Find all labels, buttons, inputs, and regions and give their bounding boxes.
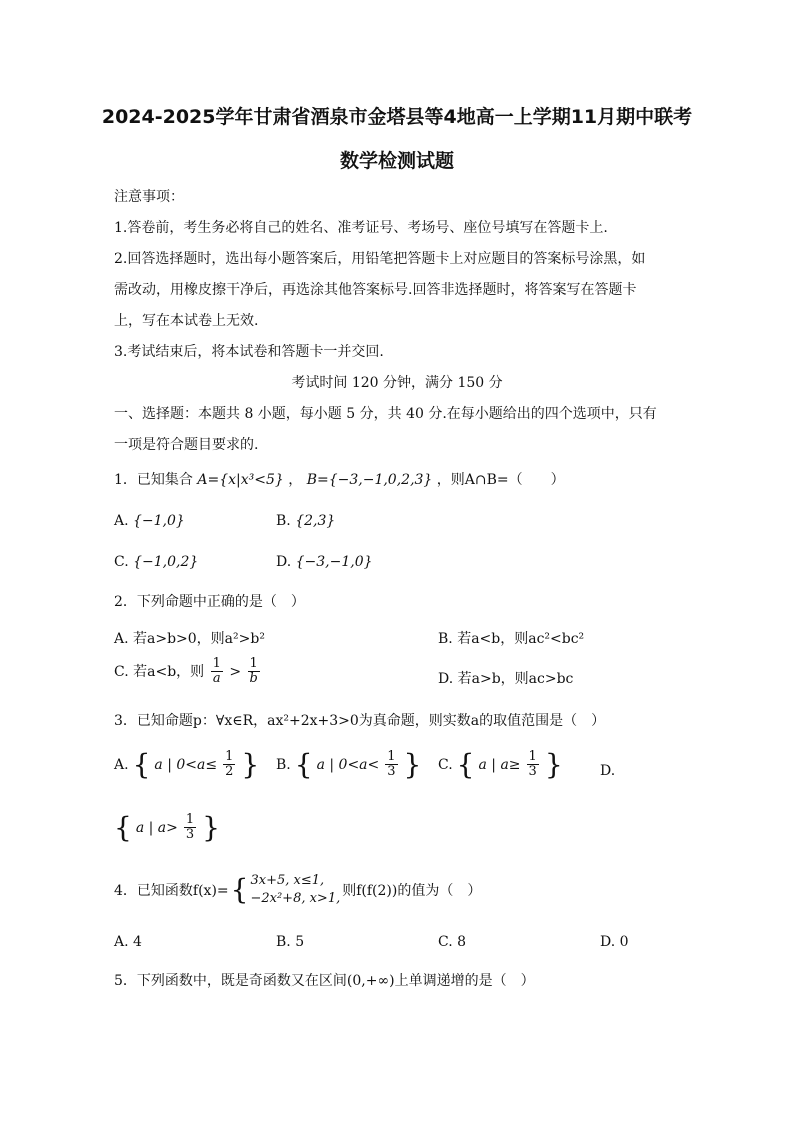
q3-c-brace-open: { <box>456 747 475 781</box>
q2-gt-sign: > <box>229 663 242 680</box>
q3-option-d-text: a | a> <box>135 819 178 836</box>
q4-option-c: C. 8 <box>438 934 467 950</box>
q2-option-c-text: C. 若a<b，则 <box>114 663 205 680</box>
q2-fraction-1-num: 1 <box>212 656 221 671</box>
section1-instructions-line-1: 一、选择题：本题共 8 小题，每小题 5 分，共 40 分.在每小题给出的四个选项中，只有 <box>114 406 657 422</box>
q2-fraction-2 <box>248 657 260 687</box>
q2-fraction-2-num: 1 <box>249 656 258 671</box>
q3-option-c <box>438 747 563 781</box>
q1-option-c <box>114 554 198 570</box>
q4-option-b: B. 5 <box>276 934 305 950</box>
q3-c-den: 3 <box>528 764 537 780</box>
q3-d-brace-open: { <box>114 810 132 844</box>
q2-fraction-1-den: a <box>212 671 221 687</box>
q1-option-d <box>276 554 373 570</box>
q2-option-b: B. 若a<b，则ac²<bc² <box>438 631 585 647</box>
q3-option-a-text: a | 0<a≤ <box>154 756 218 773</box>
q1-option-c-value: {−1,0,2} <box>133 554 199 570</box>
q4-stem-suffix: 则f(f(2))的值为（ ） <box>342 882 482 899</box>
q3-a-brace-open: { <box>132 747 151 781</box>
question-3-stem: 3．已知命题p：∀x∈R，ax²+2x+3>0为真命题，则实数a的取值范围是（ ） <box>114 713 606 729</box>
q3-option-c-label: C. <box>438 756 453 773</box>
q1-option-c-label: C. <box>114 554 129 570</box>
question-5-stem: 5．下列函数中，既是奇函数又在区间(0,+∞)上单调递增的是（ ） <box>114 973 535 989</box>
q3-c-fraction <box>527 750 539 780</box>
note-item-2-line-1: 2.回答选择题时，选出每小题答案后，用铅笔把答题卡上对应题目的答案标号涂黑，如 <box>114 251 646 267</box>
q3-b-num: 1 <box>387 749 396 764</box>
q2-fraction-1 <box>211 657 223 687</box>
question-1-stem <box>114 469 565 489</box>
q2-option-d: D. 若a>b，则ac>bc <box>438 671 574 687</box>
q1-option-d-label: D. <box>276 554 292 570</box>
q1-option-b-value: {2,3} <box>295 513 336 529</box>
q3-option-c-text: a | a≥ <box>478 756 521 773</box>
q1-stem-prefix: 1．已知集合 <box>114 472 193 488</box>
q1-stem-suffix: ，则A∩B=（ ） <box>436 472 565 488</box>
notes-heading: 注意事项： <box>114 189 184 205</box>
q1-set-a: A={x|x³<5} <box>197 472 284 488</box>
q3-d-den: 3 <box>185 827 195 843</box>
q3-option-b-label: B. <box>276 756 291 773</box>
q3-option-b-text: a | 0<a< <box>316 756 380 773</box>
q3-b-den: 3 <box>387 764 396 780</box>
q4-option-d: D. 0 <box>600 934 629 950</box>
q3-b-brace-open: { <box>294 747 313 781</box>
q3-d-num: 1 <box>185 812 195 827</box>
q4-piecewise-brace: { <box>230 872 249 906</box>
exam-info: 考试时间 120 分钟，满分 150 分 <box>291 375 503 391</box>
q3-a-num: 1 <box>225 749 234 764</box>
q3-a-brace-close: } <box>241 747 260 781</box>
q4-piecewise-cases <box>250 872 340 907</box>
q3-d-brace-close: } <box>202 810 220 844</box>
q1-option-a <box>114 513 185 529</box>
q4-stem-prefix: 4．已知函数f(x)= <box>114 882 229 899</box>
q2-option-c <box>114 657 262 687</box>
q3-a-fraction <box>223 750 235 780</box>
question-4-stem <box>114 872 481 907</box>
q3-c-brace-close: } <box>544 747 563 781</box>
section1-instructions-line-2: 一项是符合题目要求的. <box>114 437 259 453</box>
note-item-2-line-2: 需改动，用橡皮擦干净后，再选涂其他答案标号.回答非选择题时，将答案写在答题卡 <box>114 282 637 298</box>
question-2-stem: 2．下列命题中正确的是（ ） <box>114 594 305 610</box>
note-item-3: 3.考试结束后，将本试卷和答题卡一并交回. <box>114 344 384 360</box>
q3-c-num: 1 <box>528 749 537 764</box>
q1-option-a-label: A. <box>114 513 129 529</box>
page-title: 2024-2025学年甘肃省酒泉市金塔县等4地高一上学期11月期中联考 <box>101 106 693 128</box>
q1-set-b: B={−3,−1,0,2,3} <box>306 472 433 488</box>
q4-case-2: −2x²+8, x>1, <box>250 890 341 906</box>
q3-option-b <box>276 747 422 781</box>
q1-option-a-value: {−1,0} <box>133 513 185 529</box>
page-subtitle: 数学检测试题 <box>339 150 454 172</box>
q3-d-fraction <box>184 813 196 843</box>
q1-option-d-value: {−3,−1,0} <box>295 554 373 570</box>
q2-option-a: A. 若a>b>0，则a²>b² <box>114 631 265 647</box>
q3-option-d-label: D. <box>600 763 616 779</box>
q1-separator: ， <box>288 472 303 488</box>
q1-option-b <box>276 513 335 529</box>
q3-option-d <box>114 810 220 844</box>
q3-a-den: 2 <box>225 764 234 780</box>
q1-option-b-label: B. <box>276 513 291 529</box>
q3-option-a <box>114 747 260 781</box>
q3-b-fraction <box>385 750 397 780</box>
q4-option-a: A. 4 <box>114 934 142 950</box>
q2-fraction-2-den: b <box>249 671 258 687</box>
note-item-2-line-3: 上，写在本试卷上无效. <box>114 313 259 329</box>
q3-b-brace-close: } <box>403 747 422 781</box>
q3-option-a-label: A. <box>114 756 129 773</box>
q4-case-1: 3x+5, x≤1, <box>250 873 325 888</box>
note-item-1: 1.答卷前，考生务必将自己的姓名、准考证号、考场号、座位号填写在答题卡上. <box>114 220 608 236</box>
